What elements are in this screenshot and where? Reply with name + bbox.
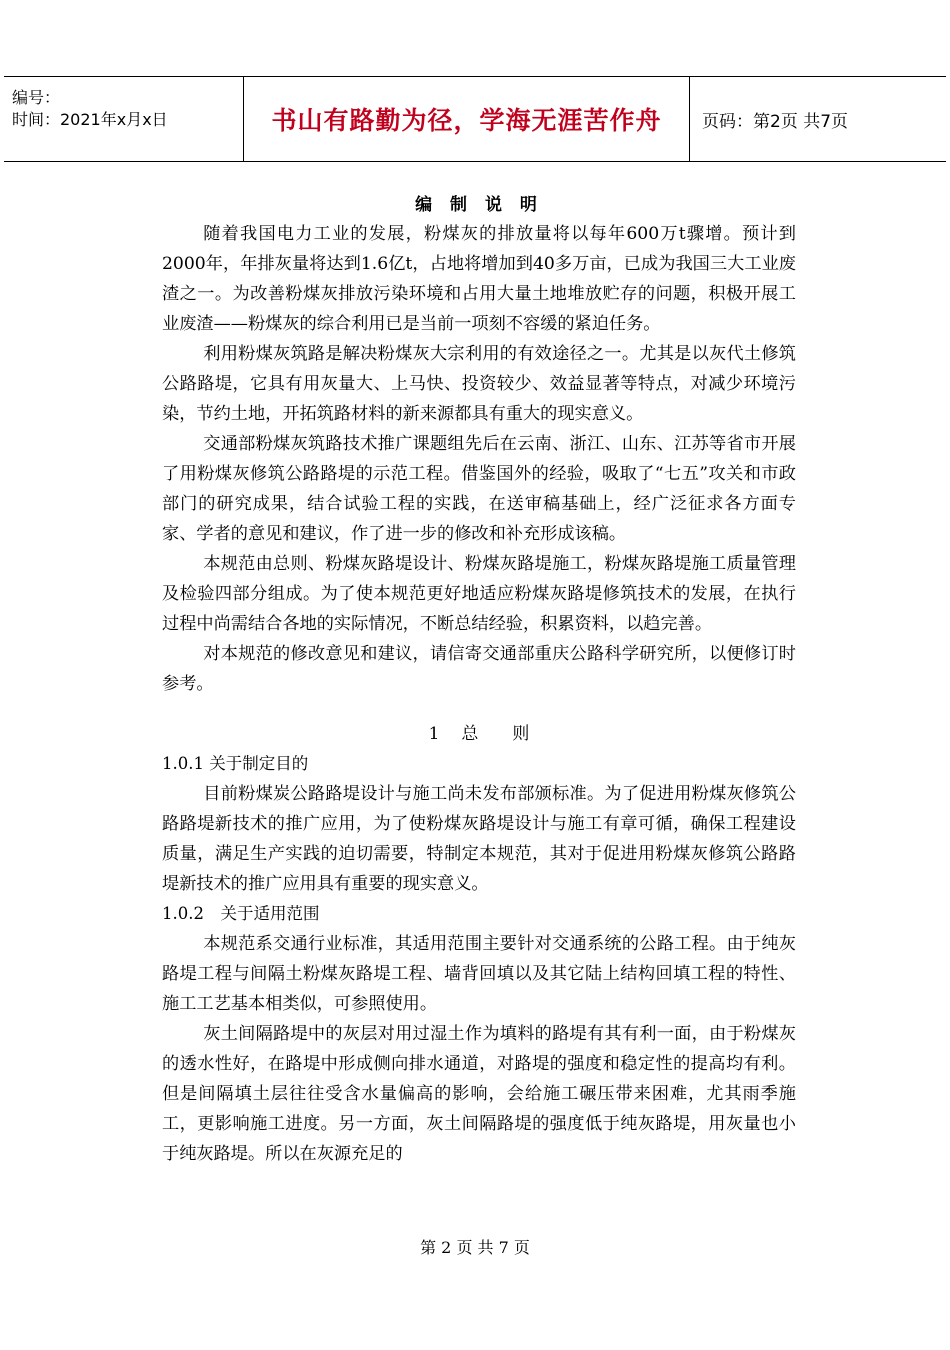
section-1-number: 1 [428,724,440,744]
section-1-heading: 总 则 [461,724,530,744]
header-page-label: 页码：第2页 共7页 [702,111,849,132]
item-1-0-2-heading: 1.0.2 关于适用范围 [162,904,320,923]
section-1-title [162,719,796,749]
intro-paragraph-4: 本规范由总则、粉煤灰路堤设计、粉煤灰路堤施工，粉煤灰路堤施工质量管理及检验四部分组成。为了使本规范更好地适应粉煤灰路堤修筑技术的发展，在执行过程中尚需结合各地的实际情况，不断总结经验，积累资料，以趋完善。 [162,554,796,634]
document-time-label: 时间：2021年x月x日 [12,110,168,129]
page-header [4,76,946,162]
item-1-0-1-heading: 1.0.1 关于制定目的 [162,754,309,773]
item-1-0-2-paragraph-2: 灰土间隔路堤中的灰层对用过湿土作为填料的路堤有其有利一面，由于粉煤灰的透水性好，在路堤中形成侧向排水通道，对路堤的强度和稳定性的提高均有利。但是间隔填土层往往受含水量偏高的影响，会给施工碾压带来困难，尤其雨季施工，更影响施工进度。另一方面，灰土间隔路堤的强度低于纯灰路堤，用灰量也小于纯灰路堤。所以在灰源充足的 [162,1024,796,1164]
header-meta [4,77,244,161]
intro-paragraph-1: 随着我国电力工业的发展，粉煤灰的排放量将以每年600万t骤增。预计到2000年，年排灰量将达到1.6亿t，占地将增加到40多万亩，已成为我国三大工业废渣之一。为改善粉煤灰排放污染环境和占用大量土地堆放贮存的问题，积极开展工业废渣——粉煤灰的综合利用已是当前一项刻不容缓的紧迫任务。 [162,224,796,334]
intro-title: 编 制 说 明 [415,195,543,215]
item-1-0-2-paragraph-1: 本规范系交通行业标准，其适用范围主要针对交通系统的公路工程。由于纯灰路堤工程与间隔土粉煤灰路堤工程、墙背回填以及其它陆上结构回填工程的特性、施工工艺基本相类似，可参照使用。 [162,934,796,1014]
page-footer: 第 2 页 共 7 页 [420,1238,530,1257]
document-body [162,191,796,1169]
intro-paragraph-2: 利用粉煤灰筑路是解决粉煤灰大宗利用的有效途径之一。尤其是以灰代土修筑公路路堤，它具有用灰量大、上马快、投资较少、效益显著等特点，对减少环境污染，节约土地，开拓筑路材料的新来源都具有重大的现实意义。 [162,344,796,424]
intro-paragraph-3: 交通部粉煤灰筑路技术推广课题组先后在云南、浙江、山东、江苏等省市开展了用粉煤灰修筑公路路堤的示范工程。借鉴国外的经验，吸取了“七五”攻关和市政部门的研究成果，结合试验工程的实践，在送审稿基础上，经广泛征求各方面专家、学者的意见和建议，作了进一步的修改和补充形成该稿。 [162,434,796,544]
document-number-label: 编号： [12,88,61,107]
item-1-0-1-text: 目前粉煤炭公路路堤设计与施工尚未发布部颁标准。为了促进用粉煤灰修筑公路路堤新技术的推广应用，为了使粉煤灰路堤设计与施工有章可循，确保工程建设质量，满足生产实践的迫切需要，特制定本规范，其对于促进用粉煤灰修筑公路路堤新技术的推广应用具有重要的现实意义。 [162,784,796,894]
header-motto: 书山有路勤为径，学海无涯苦作舟 [244,77,690,161]
intro-paragraph-5: 对本规范的修改意见和建议，请信寄交通部重庆公路科学研究所，以便修订时参考。 [162,644,796,694]
